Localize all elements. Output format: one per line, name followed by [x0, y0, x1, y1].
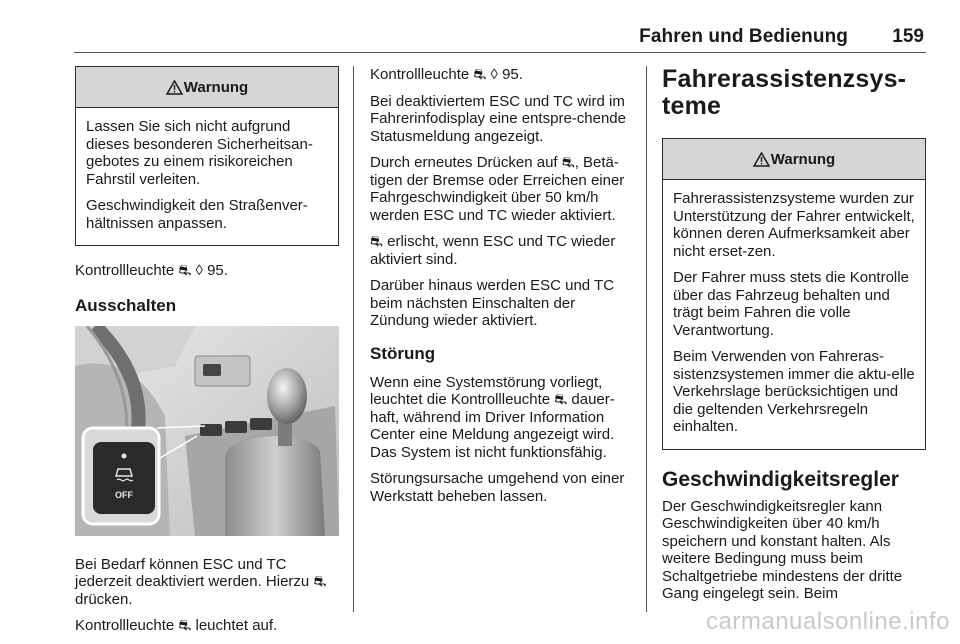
- page-number: 159: [892, 26, 924, 47]
- section-title-geschwindigkeitsregler: Geschwindigkeitsregler: [662, 467, 899, 491]
- column-divider: [353, 66, 354, 612]
- warning-box: [662, 138, 926, 450]
- warning-title: Warnung: [770, 150, 836, 168]
- paragraph: Bei Bedarf können ESC und TC jederzeit deaktiviert werden. Hierzu ⛐ drücken.: [75, 555, 327, 608]
- heading-stoerung: Störung: [370, 343, 436, 363]
- paragraph: Durch erneutes Drücken auf ⛐, Betä-tigen der Bremse oder Erreichen einer Fahrgeschwindigkeit über 50 km/h werden ESC und TC wieder aktiviert.: [370, 154, 625, 224]
- paragraph: Wenn eine Systemstörung vorliegt, leuchtet die Kontrollleuchte ⛐ dauer-haft, während im Driver Information Center eine Meldung angezeigt wird. Das System ist nicht funktionsfähig.: [370, 373, 615, 461]
- warning-text: Fahrerassistenzsysteme wurden zur Unterstützung der Fahrer entwickelt, können deren Aufmerksamkeit aber nicht erset-zen.: [673, 190, 915, 260]
- warning-text: Der Fahrer muss stets die Kontrolle über das Fahrzeug behalten und trägt beim Fahren die volle Verantwortung.: [673, 269, 909, 339]
- column-2: [370, 66, 634, 514]
- warning-triangle-icon: [753, 152, 770, 167]
- warning-text: Lassen Sie sich nicht aufgrund dieses besonderen Sicherheitsan-gebotes zu einem risikoreichen Fahrstil verleiten.: [86, 118, 313, 188]
- column-3: [662, 66, 926, 612]
- warning-box: [75, 66, 339, 246]
- header-title: Fahren und Bedienung: [639, 26, 848, 47]
- paragraph: Kontrollleuchte ⛐ ◊ 95.: [75, 262, 228, 279]
- warning-title: Warnung: [183, 78, 249, 96]
- header-rule: [74, 52, 926, 53]
- paragraph: Darüber hinaus werden ESC und TC beim nächsten Einschalten der Zündung wieder aktiviert.: [370, 277, 615, 329]
- console-photo: [75, 326, 339, 536]
- column-divider: [646, 66, 647, 612]
- section-title: Fahrerassistenzsys-teme: [662, 65, 907, 120]
- paragraph: ⛐ erlischt, wenn ESC und TC wieder aktiviert sind.: [370, 233, 616, 268]
- column-1: [75, 66, 339, 644]
- photo-off-label: OFF: [115, 489, 133, 500]
- warning-text: Beim Verwenden von Fahreras-sistenzsystemen immer die aktu-elle Verkehrslage berücksichtigen und die geltenden Verkehrsregeln einhalten.: [673, 348, 915, 435]
- heading-ausschalten: Ausschalten: [75, 295, 177, 315]
- warning-triangle-icon: [166, 80, 183, 95]
- page-header: [0, 26, 960, 54]
- paragraph: Kontrollleuchte ⛐ leuchtet auf.: [75, 617, 278, 634]
- paragraph: Bei deaktiviertem ESC und TC wird im Fahrerinfodisplay eine entspre-chende Statusmeldung angezeigt.: [370, 92, 626, 145]
- paragraph: Kontrollleuchte ⛐ ◊ 95.: [370, 66, 523, 83]
- watermark: carmanualsonline.info: [706, 608, 950, 635]
- paragraph: Der Geschwindigkeitsregler kann Geschwindigkeiten über 40 km/h speichern und konstant halten. Als weitere Bedingung muss beim Schaltgetriebe mindestens der dritte Gang eingelegt sein. Beim: [662, 497, 903, 602]
- warning-text: Geschwindigkeit den Straßenver-hältnissen anpassen.: [86, 197, 308, 232]
- warning-header: [76, 67, 338, 108]
- warning-header: [663, 139, 925, 180]
- paragraph: Störungsursache umgehend von einer Werkstatt beheben lassen.: [370, 470, 625, 505]
